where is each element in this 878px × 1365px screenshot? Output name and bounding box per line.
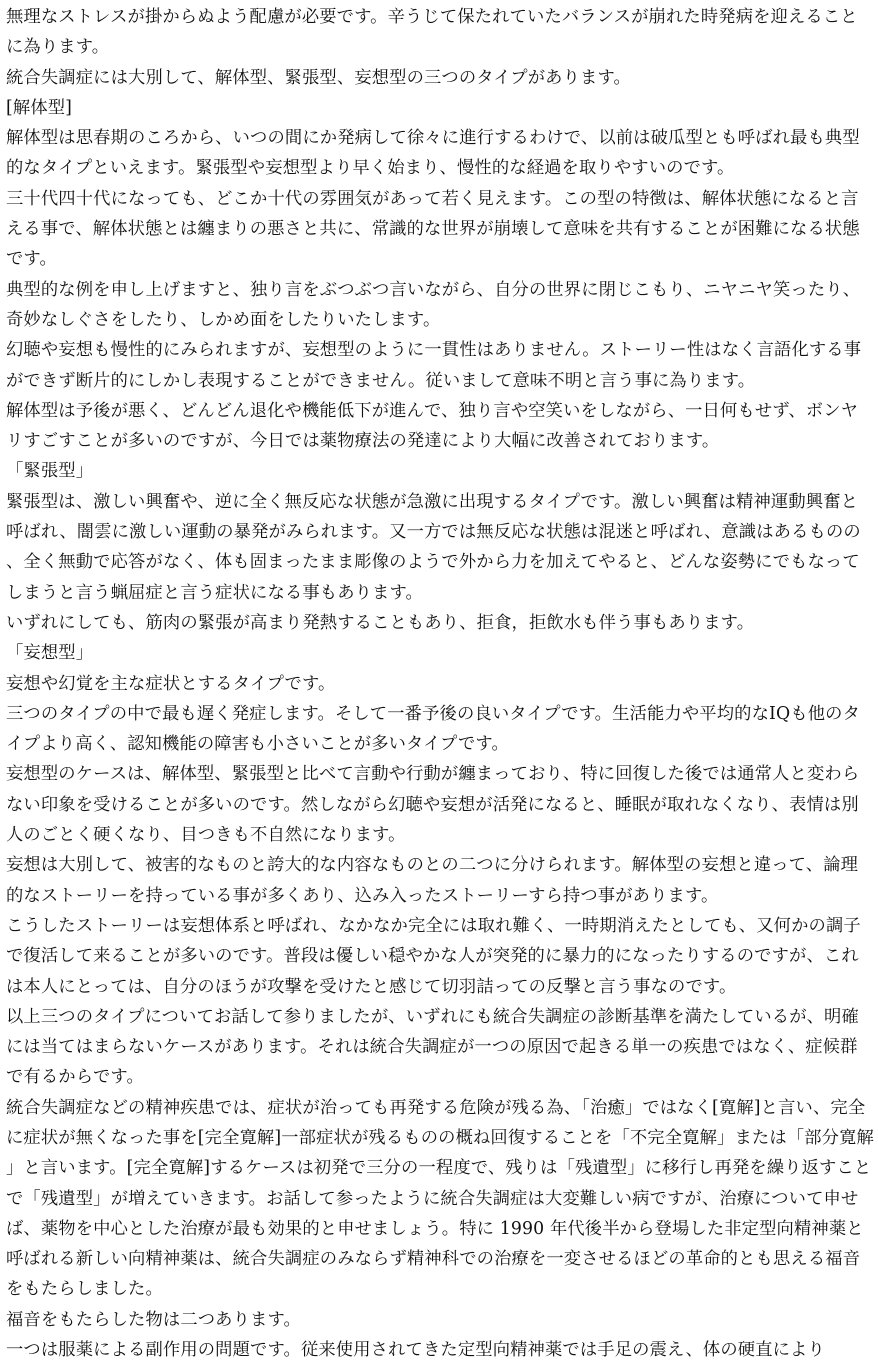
paragraph-paranoid-5: こうしたストーリーは妄想体系と呼ばれ、なかなか完全には取れ難く、一時期消えたとしても、又何かの調子で復活して来ることが多いのです。普段は優しい穏やかな人が突発的に暴力的になったりするのですが、これは本人にとっては、自分のほうが攻撃を受けたと感じて切羽詰っての反撃と言う事なのです。 bbox=[6, 915, 861, 997]
paragraph-remission-treatment: 統合失調症などの精神疾患では、症状が治っても再発する危険が残る為、「治癒」ではなく[寛解]と言い、完全に症状が無くなった事を[完全寛解]一部症状が残るものの概ね回復することを「不完全寛解」または「部分寛解」と言います。[完全寛解]するケースは初発で三分の一程度で、残りは「残遺型」に移行し再発を繰り返すことで「残遺型」が増えていきます。お話して参ったように統合失調症は大変難しい病ですが、治療について申せば、薬物を中心とした治療が最も効果的と申せましょう。特に 1990 年代後半から登場した非定型向精神薬と呼ばれる新しい向精神薬は、統合失調症のみならず精神科での治療を一変させるほどの革命的とも思える福音をもたらしました。 bbox=[6, 1097, 874, 1300]
paragraph-disorganized-3: 典型的な例を申し上げますと、独り言をぶつぶつ言いながら、自分の世界に閉じこもり、ニヤニヤ笑ったり、奇妙なしぐさをしたり、しかめ面をしたりいたします。 bbox=[6, 279, 861, 330]
paragraph-side-effects: 一つは服薬による副作用の問題です。従来使用されてきた定型向精神薬では手足の震え、体の硬直により bbox=[6, 1340, 825, 1361]
paragraph-paranoid-2: 三つのタイプの中で最も遅く発症します。そして一番予後の良いタイプです。生活能力や平均的なIQも他のタイプより高く、認知機能の障害も小さいことが多いタイプです。 bbox=[6, 703, 861, 755]
paragraph-summary-types: 以上三つのタイプについてお話して参りましたが、いずれにも統合失調症の診断基準を満たしているが、明確には当てはまらないケースがあります。それは統合失調症が一つの原因で起きる単一の疾患ではなく、症候群で有るからです。 bbox=[6, 1006, 859, 1088]
paragraph-catatonic-2: いずれにしても、筋肉の緊張が高まり発熱することもあり、拒食，拒飲水も伴う事もあります。 bbox=[6, 612, 755, 633]
paragraph-paranoid-1: 妄想や幻覚を主な症状とするタイプです。 bbox=[6, 673, 336, 694]
paragraph-disorganized-5: 解体型は予後が悪く、どんどん退化や機能低下が進んで、独り言や空笑いをしながら、一日何もせず、ボンヤリすごすことが多いのですが、今日では薬物療法の発達により大幅に改善されております。 bbox=[6, 400, 859, 452]
paragraph-paranoid-4: 妄想は大別して、被害的なものと誇大的な内容なものとの二つに分けられます。解体型の妄想と違って、論理的なストーリーを持っている事が多くあり、込み入ったストーリーすら持つ事があります。 bbox=[6, 855, 859, 906]
section-heading-paranoid: 「妄想型」 bbox=[6, 643, 94, 664]
paragraph-disorganized-2: 三十代四十代になっても、どこか十代の雰囲気があって若く見えます。この型の特徴は、解体状態になると言える事で、解体状態とは纏まりの悪さと共に、常識的な世界が崩壊して意味を共有することが困難になる状態です。 bbox=[6, 188, 860, 270]
paragraph-types-overview: 統合失調症には大別して、解体型、緊張型、妄想型の三つのタイプがあります。 bbox=[6, 67, 631, 88]
paragraph-disorganized-4: 幻聴や妄想も慢性的にみられますが、妄想型のように一貫性はありません。ストーリー性はなく言語化する事ができず断片的にしかし表現することができません。従いまして意味不明と言う事に為ります。 bbox=[6, 340, 862, 391]
paragraph-intro: 無理なストレスが掛からぬよう配慮が必要です。辛うじて保たれていたバランスが崩れた時発病を迎えることに為ります。 bbox=[6, 7, 858, 58]
section-heading-disorganized: [解体型] bbox=[6, 97, 73, 118]
paragraph-two-blessings: 福音をもたらした物は二つあります。 bbox=[6, 1309, 301, 1330]
section-heading-catatonic: 「緊張型」 bbox=[6, 461, 94, 482]
paragraph-disorganized-1: 解体型は思春期のころから、いつの間にか発病して徐々に進行するわけで、以前は破瓜型とも呼ばれ最も典型的なタイプといえます。緊張型や妄想型より早く始まり、慢性的な経過を取りやすいのです。 bbox=[6, 128, 860, 179]
paragraph-paranoid-3: 妄想型のケースは、解体型、緊張型と比べて言動や行動が纏まっており、特に回復した後では通常人と変わらない印象を受けることが多いのです。然しながら幻聴や妄想が活発になると、睡眠が取れなくなり、表情は別人のごとく硬くなり、目つきも不自然になります。 bbox=[6, 764, 860, 846]
paragraph-catatonic-1: 緊張型は、激しい興奮や、逆に全く無反応な状態が急激に出現するタイプです。激しい興奮は精神運動興奮と呼ばれ、闇雲に激しい運動の暴発がみられます。又一方では無反応な状態は混迷と呼ばれ、意識はあるものの、全く無動で応答がなく、体も固まったまま彫像のようで外から力を加えてやると、どんな姿勢にでもなってしまうと言う蝋屈症と言う症状になる事もあります。 bbox=[6, 491, 861, 603]
